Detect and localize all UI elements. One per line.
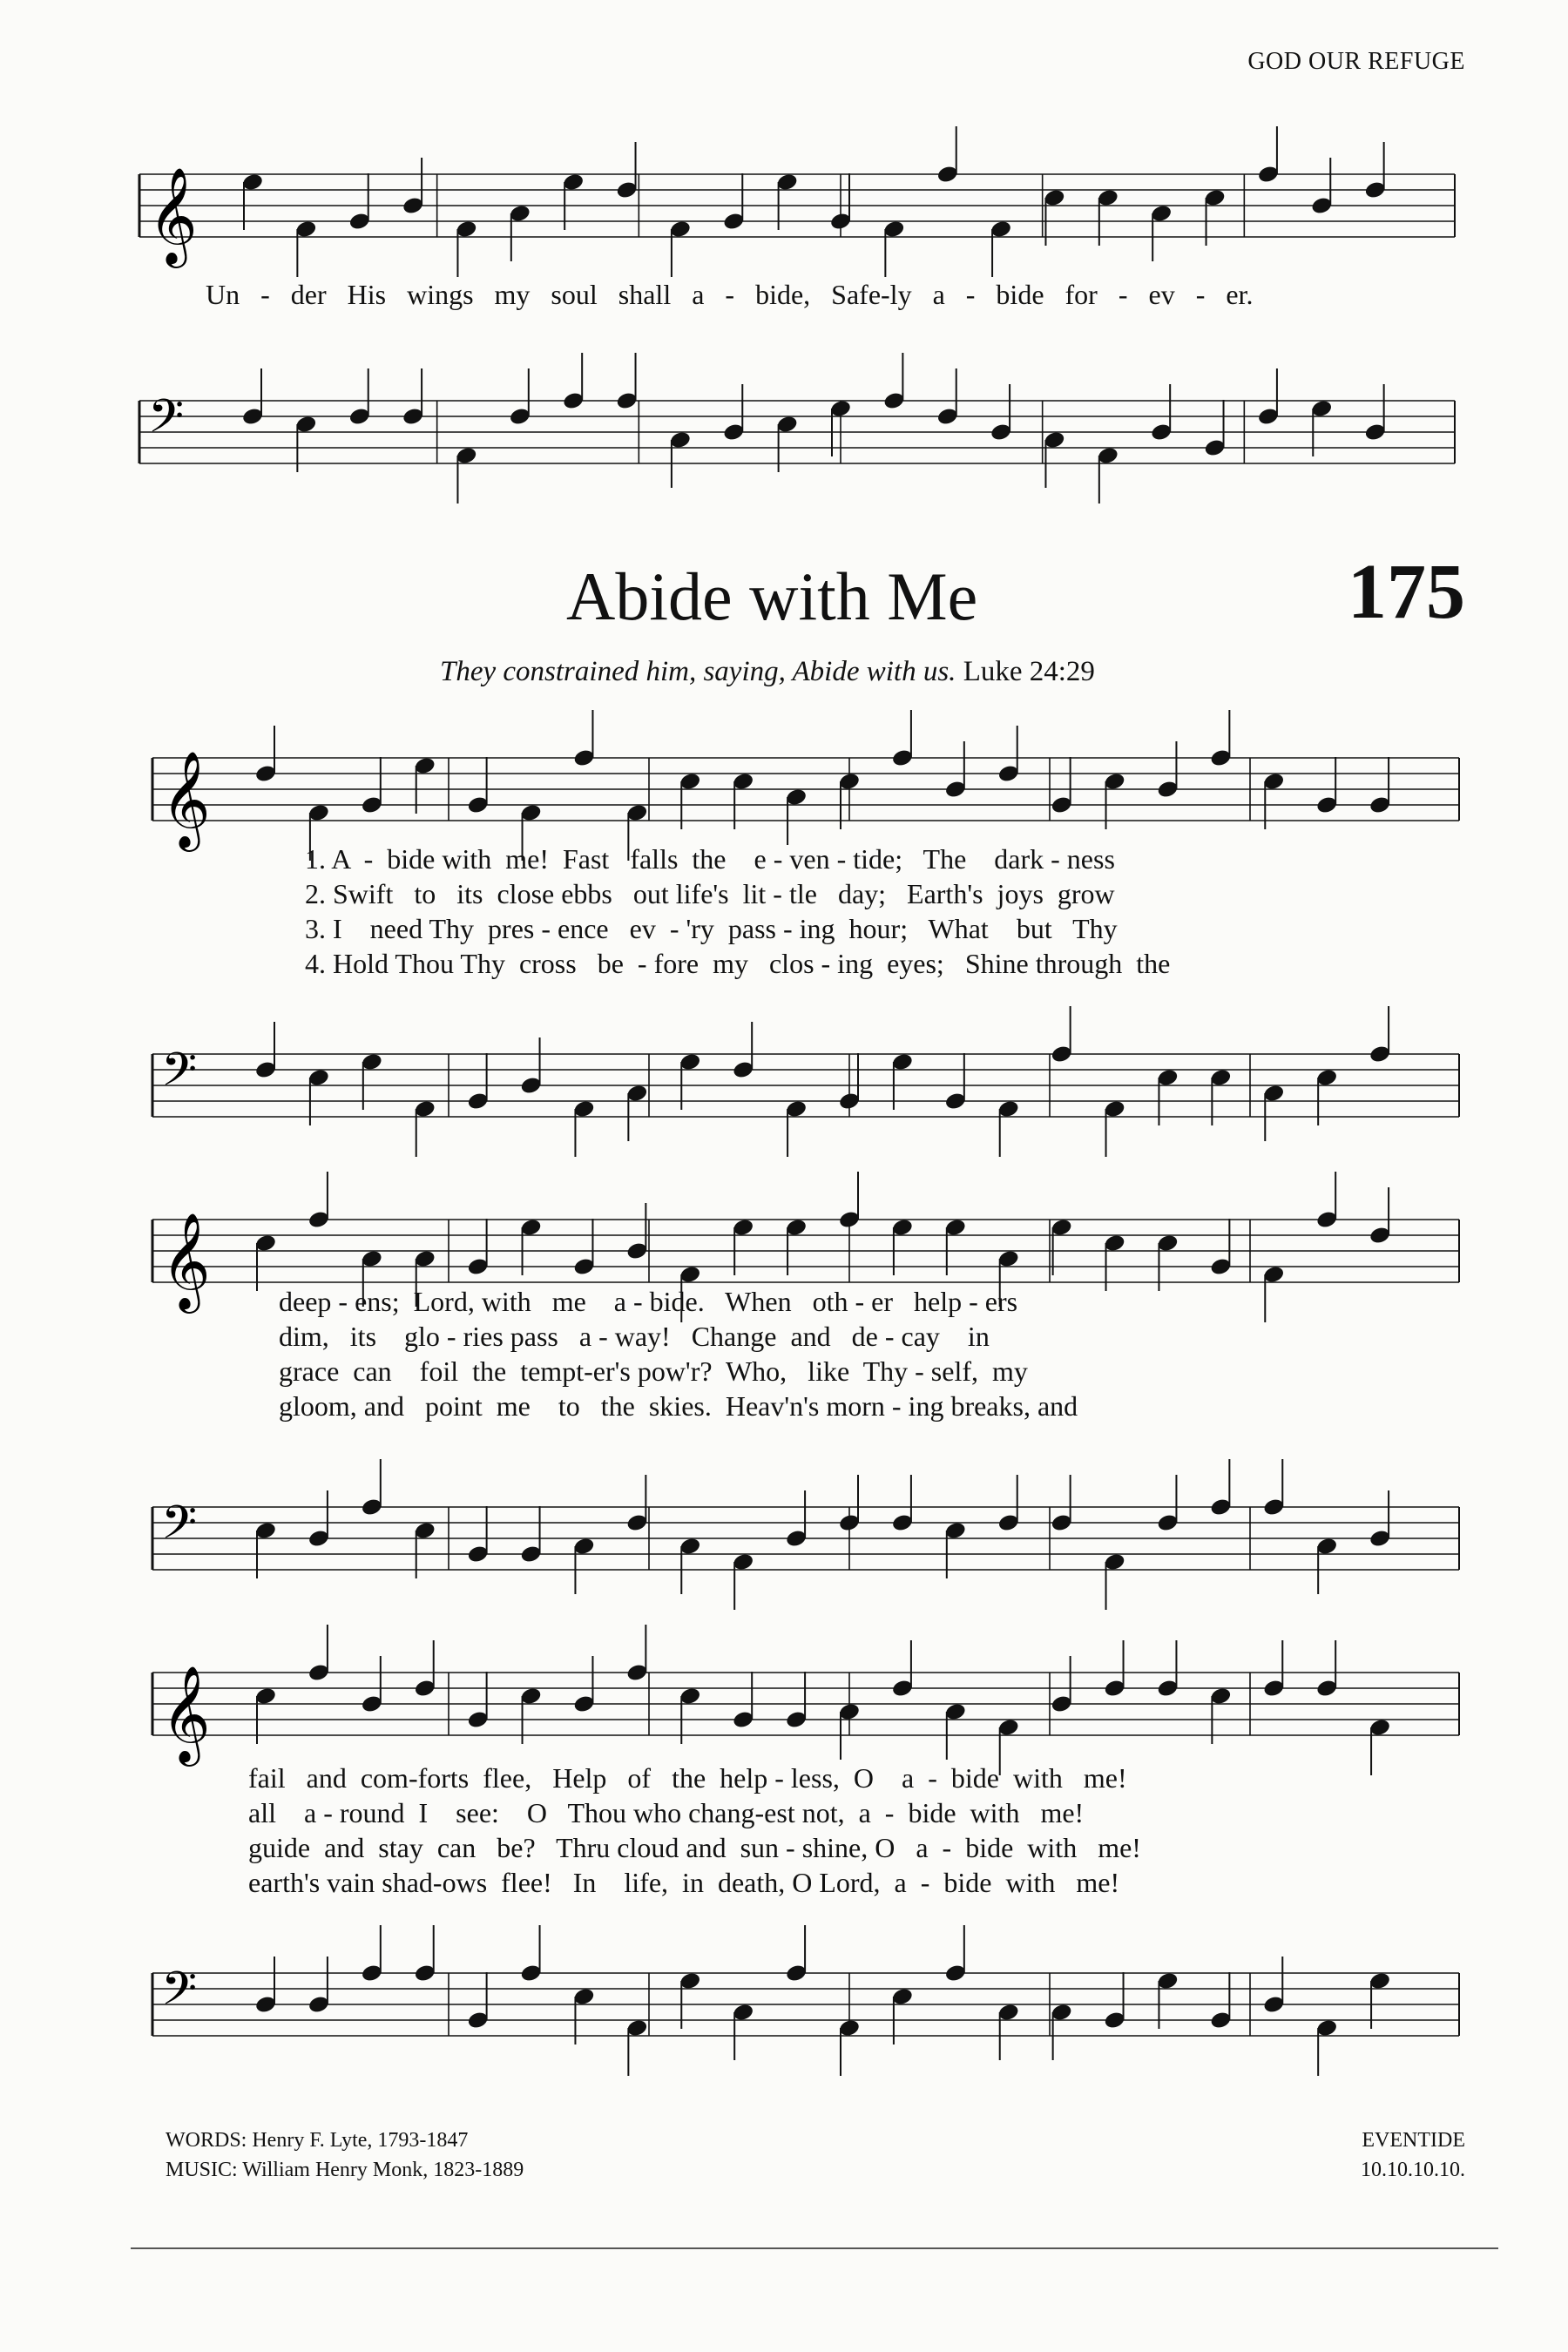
tune-info — [1361, 2126, 1465, 2185]
prev-hymn-lyric: Un - der His wings my soul shall a - bide, Safe-ly a - bide for - ev - er. — [206, 279, 1254, 310]
treble-clef-icon: 𝄞 — [161, 750, 211, 848]
bass-clef-icon: 𝄢 — [161, 1044, 198, 1108]
scripture-text: They constrained him, saying, Abide with us. — [440, 656, 956, 687]
system-2-verse-3: grace can foil the tempt-er's pow'r? Who, like Thy - self, my — [279, 1355, 1028, 1387]
system-3-bass-staff — [152, 1921, 1468, 2095]
hymn-number: 175 — [1348, 549, 1465, 635]
bass-clef-icon: 𝄢 — [148, 390, 185, 455]
system-1-verse-3: 3. I need Thy pres - ence ev - 'ry pass - ing hour; What but Thy — [305, 913, 1118, 944]
system-1-verse-1: 1. A - bide with me! Fast falls the e - ven - tide; The dark - ness — [305, 843, 1115, 875]
system-2-bass-staff — [152, 1455, 1468, 1629]
hymn-title: Abide with Me — [566, 558, 978, 634]
system-3-verse-4: earth's vain shad-ows flee! In life, in death, O Lord, a - bide with me! — [248, 1867, 1120, 1898]
bass-clef-icon: 𝄢 — [161, 1497, 198, 1561]
section-heading: GOD OUR REFUGE — [1247, 48, 1465, 75]
music-credit: MUSIC: William Henry Monk, 1823-1889 — [166, 2159, 524, 2181]
system-1-bass-staff — [152, 1002, 1468, 1176]
treble-clef-icon: 𝄞 — [148, 166, 198, 264]
system-1-verse-2: 2. Swift to its close ebbs out life's lit - tle day; Earth's joys grow — [305, 878, 1115, 909]
treble-clef-icon: 𝄞 — [161, 1212, 211, 1309]
credits — [166, 2126, 524, 2185]
bottom-rule — [131, 2247, 1498, 2249]
tune-name: EVENTIDE — [1362, 2129, 1465, 2152]
words-credit: WORDS: Henry F. Lyte, 1793-1847 — [166, 2129, 469, 2152]
system-3-verse-2: all a - round I see: O Thou who chang-est not, a - bide with me! — [248, 1797, 1085, 1828]
system-2-verse-2: dim, its glo - ries pass a - way! Change and de - cay in — [279, 1321, 990, 1352]
system-2-verse-1: deep - ens; Lord, with me a - bide. When oth - er help - ers — [279, 1286, 1018, 1317]
scripture-reference — [440, 656, 1095, 688]
prev-hymn-bass-staff — [139, 348, 1463, 523]
prev-hymn-treble-staff — [139, 122, 1463, 296]
meter: 10.10.10.10. — [1361, 2159, 1465, 2181]
system-3-verse-3: guide and stay can be? Thru cloud and sun - shine, O a - bide with me! — [248, 1832, 1141, 1863]
scripture-citation: Luke 24:29 — [963, 656, 1095, 687]
bass-clef-icon: 𝄢 — [161, 1963, 198, 2027]
system-2-verse-4: gloom, and point me to the skies. Heav'n's morn - ing breaks, and — [279, 1390, 1078, 1422]
system-3-verse-1: fail and com-forts flee, Help of the help - less, O a - bide with me! — [248, 1762, 1127, 1794]
treble-clef-icon: 𝄞 — [161, 1665, 211, 1762]
system-1-verse-4: 4. Hold Thou Thy cross be - fore my clos - ing eyes; Shine through the — [305, 948, 1171, 979]
